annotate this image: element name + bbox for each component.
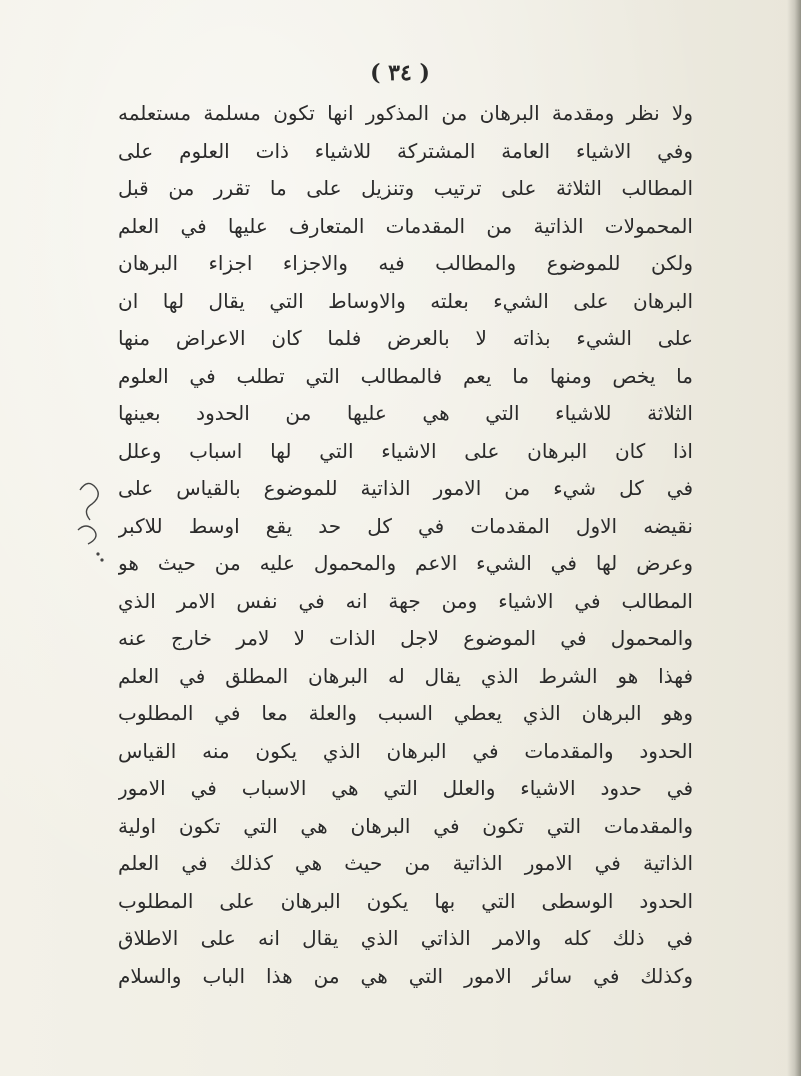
text-line: الثلاثة للاشياء التي هي عليها من الحدود بعينها (118, 401, 693, 425)
text-line: والمحمول في الموضوع لاجل الذات لا لامر خارج عنه (118, 626, 693, 650)
text-line: اذا كان البرهان على الاشياء التي لها اسباب وعلل (118, 438, 693, 463)
text-line: في كل شيء من الامور الذاتية للموضوع بالقياس على (118, 476, 693, 500)
text-line: الحدود الوسطى التي بها يكون البرهان على المطلوب (118, 888, 693, 913)
page-number: ( ٣٤ ) (370, 60, 430, 86)
text-line: فهذا هو الشرط الذي يقال له البرهان المطلق في العلم (118, 663, 693, 688)
text-line: وعرض لها في الشيء الاعم والمحمول عليه من حيث هو (118, 551, 693, 575)
text-line: وهو البرهان الذي يعطي السبب والعلة معا في المطلوب (118, 701, 693, 725)
text-line: البرهان على الشيء بعلته والاوساط التي يقال لها ان (118, 288, 693, 313)
text-block (118, 95, 693, 1055)
text-line: وكذلك في سائر الامور التي هي من هذا الباب والسلام (118, 963, 693, 988)
text-line: ولكن للموضوع والمطالب فيه والاجزاء اجزاء البرهان (118, 251, 693, 275)
text-line: على الشيء بذاته لا بالعرض فلما كان الاعراض منها (118, 326, 693, 350)
text-line: وفي الاشياء العامة المشتركة للاشياء ذات العلوم على (118, 138, 693, 163)
text-line: في ذلك كله والامر الذاتي الذي يقال انه على الاطلاق (118, 926, 693, 950)
text-line: المطالب الثلاثة على ترتيب وتنزيل على ما تقرر من قبل (118, 176, 693, 200)
text-line: المطالب في الاشياء ومن جهة انه في نفس الامر الذي (118, 588, 693, 613)
text-line: ما يخص ومنها ما يعم فالمطالب التي تطلب في العلوم (118, 363, 693, 388)
text-line: الذاتية في الامور الذاتية من حيث هي كذلك في العلم (118, 851, 693, 875)
margin-annotation-mark (74, 470, 110, 580)
text-line: والمقدمات التي تكون في البرهان هي التي تكون اولية (118, 813, 693, 838)
text-line: نقيضه الاول المقدمات في كل حد يقع اوسط للاكبر (118, 513, 693, 538)
text-line: في حدود الاشياء والعلل التي هي الاسباب في الامور (118, 776, 693, 800)
page-binding-shadow (787, 0, 801, 1076)
text-line: ولا نظر ومقدمة البرهان من المذكور انها تكون مسلمة مستعلمه (118, 101, 693, 125)
text-line: المحمولات الذاتية من المقدمات المتعارف عليها في العلم (118, 213, 693, 238)
text-line: الحدود والمقدمات في البرهان الذي يكون منه القياس (118, 738, 693, 763)
